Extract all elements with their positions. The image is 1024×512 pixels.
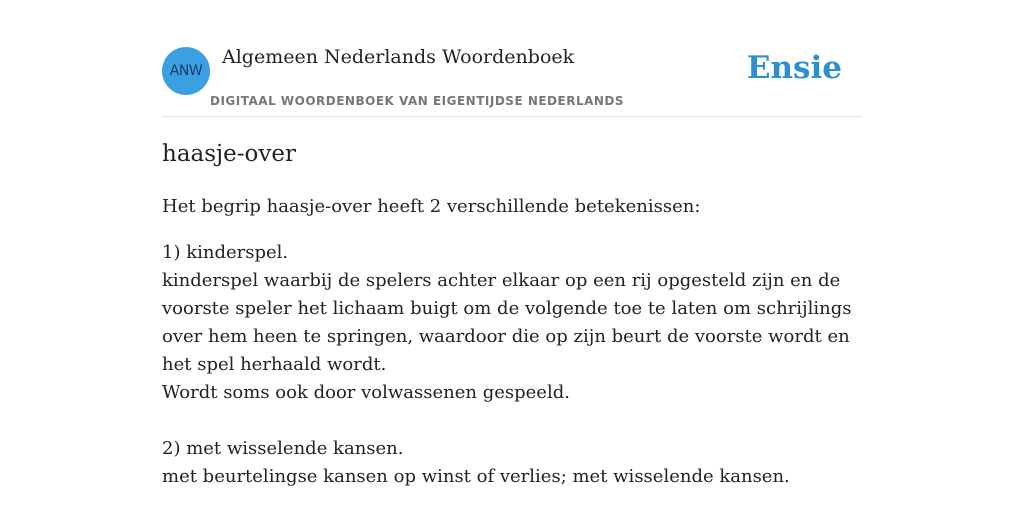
anw-logo[interactable] bbox=[162, 47, 210, 95]
site-title[interactable]: Algemeen Nederlands Woordenboek bbox=[222, 46, 575, 68]
anw-logo-text: ANW bbox=[169, 63, 203, 79]
sense-2 bbox=[162, 435, 862, 491]
sense-note: Wordt soms ook door volwassenen gespeeld. bbox=[162, 382, 570, 403]
ensie-brand-logo[interactable]: Ensie bbox=[746, 50, 842, 86]
sense-spacer bbox=[162, 407, 862, 435]
entry-content bbox=[162, 138, 862, 491]
site-subtitle: DIGITAAL WOORDENBOEK VAN EIGENTIJDSE NEDERLANDS bbox=[210, 94, 625, 108]
site-header bbox=[162, 0, 862, 117]
sense-definition: kinderspel waarbij de spelers achter elkaar op een rij opgesteld zijn en de voorste speler het lichaam buigt om de volgende toe te laten om schrijlings over hem heen te springen, waardoor die op zijn beurt de voorste wordt en het spel herhaald wordt. bbox=[162, 270, 852, 375]
sense-label: 1) kinderspel. bbox=[162, 242, 289, 263]
entry-intro: Het begrip haasje-over heeft 2 verschillende betekenissen: bbox=[162, 196, 701, 217]
sense-label: 2) met wisselende kansen. bbox=[162, 438, 404, 459]
sense-1 bbox=[162, 239, 862, 407]
sense-definition: met beurtelingse kansen op winst of verlies; met wisselende kansen. bbox=[162, 466, 790, 487]
headword: haasje-over bbox=[162, 141, 297, 167]
